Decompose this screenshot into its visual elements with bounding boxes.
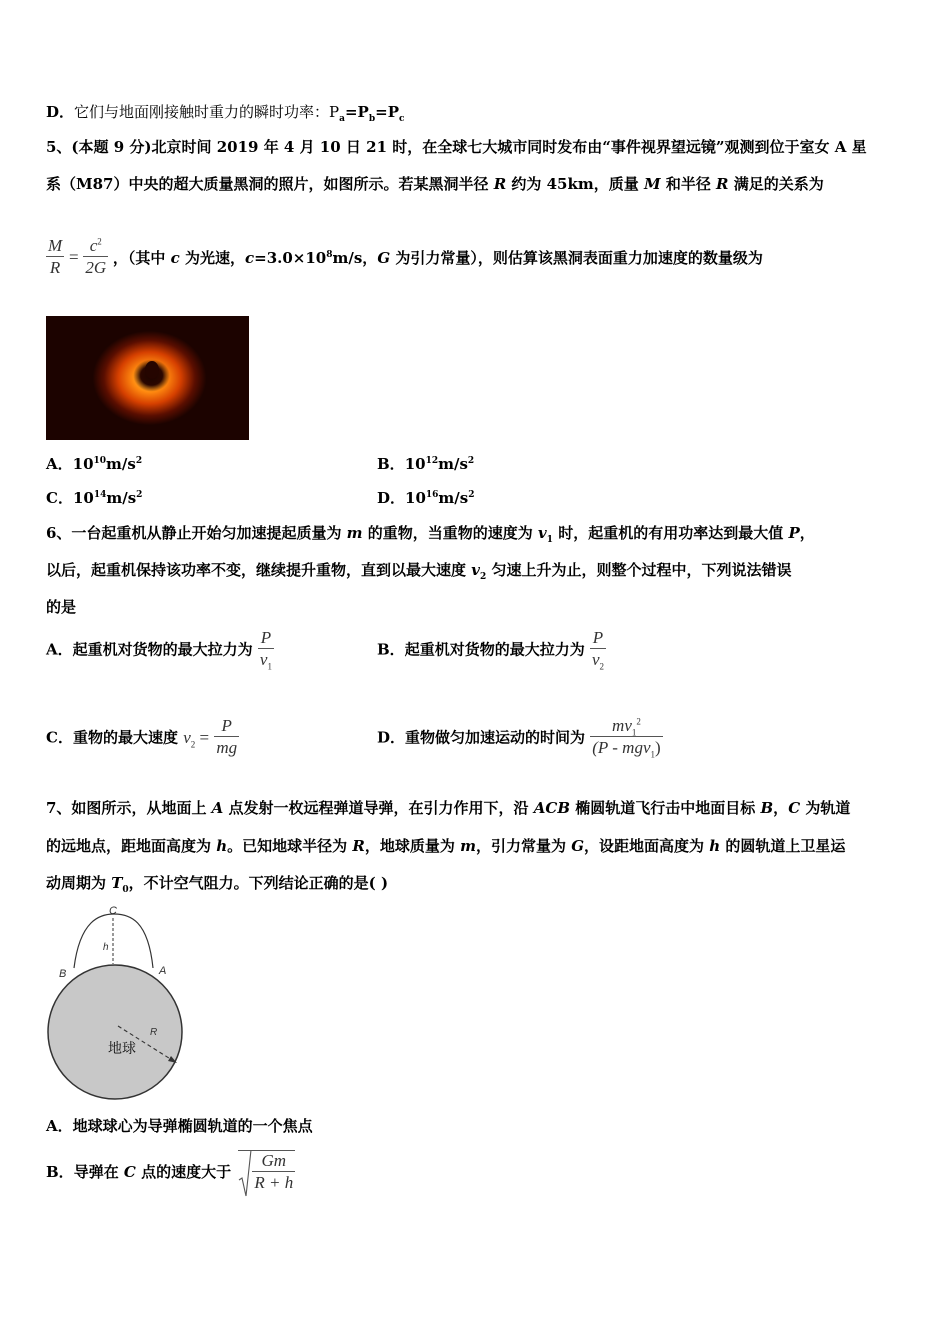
sqrt-expression [238,1150,295,1194]
var-B: B [760,799,774,817]
q6-text: 6、一台起重机从静止开始匀加速提起质量为 [46,524,347,542]
q6-option-b[interactable] [377,628,606,671]
q5-text: 满足的关系为 [728,175,824,193]
var-h: h [709,837,721,855]
subscript: 1 [631,727,637,738]
var-R: R [493,175,507,193]
denominator: mg [216,738,238,757]
var-P: P [788,524,800,542]
label-earth: 地球 [108,1041,136,1057]
q7-line1 [46,798,850,818]
q5-text: ，（其中 [112,249,171,267]
sqrt-icon [238,1150,252,1198]
option-label: C． [46,489,73,507]
option-label: D． [377,489,406,507]
black-hole-shadow [145,361,159,379]
numerator: M [48,236,63,255]
superscript: 2 [636,716,641,727]
q6-option-c[interactable] [46,716,239,759]
label-A: A [159,965,167,977]
denominator: R + h [254,1173,294,1192]
q7-text: ， [773,799,789,817]
q6-text: 匀速上升为止，则整个过程中，下列说法错误 [486,561,792,579]
q6-line2 [46,560,791,580]
denominator: 2G [85,258,107,277]
q7-text: 为轨道 [800,799,851,817]
q5-line3 [113,249,763,267]
numerator: c [89,236,98,255]
option-d-prev [46,102,404,122]
option-text: 地球球心为导弹椭圆轨道的一个焦点 [72,1117,313,1135]
denominator: v [259,650,268,669]
option-base: 10 [72,455,94,473]
var-h: h [216,837,228,855]
subscript: 1 [267,661,272,672]
q5-line2 [46,174,824,194]
q5-text: 为光速， [179,249,245,267]
option-label: C． [46,728,73,747]
option-label: A． [46,455,73,473]
fraction-Gm-over-R-plus-h [252,1151,295,1194]
label-C: C [109,905,117,917]
q6-text: 时，起重机的有用功率达到最大值 [552,524,789,542]
q6-text: ， [799,524,815,542]
option-label: D． [46,103,75,121]
denominator: v [591,650,600,669]
denominator: (P - mgv [592,738,651,757]
var-R: R [716,175,729,193]
superscript: 2 [467,456,475,466]
orbit-diagram [40,898,190,1106]
label-B: B [59,968,67,980]
q7-text: 点发射一枚远程弹道导弹，在引力作用下，沿 [223,799,534,817]
var-m: m [346,524,363,542]
var-G: G [377,249,391,267]
q7-option-a[interactable] [46,1116,313,1136]
q5-line1 [46,137,867,157]
option-unit: m/s [438,489,469,507]
option-label: B． [46,1163,74,1181]
q6-text: 的是 [46,598,77,616]
q7-option-b[interactable] [46,1150,295,1194]
option-label: B． [377,455,405,473]
q5-text: 5、(本题 9 分)北京时间 2019 年 4 月 10 日 21 时，在全球七大城市同时发布由“事件视界望远镜”观测到位于室女 A 星 [46,138,867,156]
q5-text: 和半径 [660,175,717,193]
var-c: c [170,249,180,267]
subscript-c: c [398,114,405,124]
q5-option-c[interactable] [46,488,142,508]
var-c: c [245,249,255,267]
q7-text: ，引力常量为 [475,837,572,855]
earth-circle [48,965,182,1099]
eq-text: =P [344,103,369,121]
option-unit: m/s [106,489,137,507]
superscript: 2 [97,236,102,247]
option-label: A． [46,1117,73,1135]
fraction-P-over-mg [214,716,239,759]
q5-option-d[interactable] [377,488,474,508]
superscript: 2 [468,490,475,500]
q5-formula-line [46,236,763,279]
var-T: T [111,874,123,892]
q5-text: 系（M87）中央的超大质量黑洞的照片，如图所示。若某黑洞半径 [46,175,494,193]
var-R: R [352,837,365,855]
numerator: P [221,716,232,735]
label-R: R [150,1027,158,1038]
denominator: R [46,256,64,279]
numerator: Gm [261,1151,287,1170]
q7-text: 的远地点，距地面高度为 [46,837,217,855]
fraction-time [590,716,662,759]
superscript: 2 [135,456,143,466]
equals-sign: = [199,727,210,747]
var-m: m [460,837,476,855]
var-M: M [643,175,661,193]
option-base: 10 [405,489,426,507]
subscript: 2 [190,738,196,749]
subscript: 2 [479,572,487,582]
eq-text: =P [375,103,399,121]
q6-text: 的重物，当重物的速度为 [362,524,538,542]
option-base: 10 [404,455,426,473]
numerator: mv [612,716,632,735]
option-text: 起重机对货物的最大拉力为 [72,640,253,659]
q5-text: 约为 45km，质量 [506,175,644,193]
var-v: v [471,561,480,579]
option-text: 点的速度大于 [135,1163,232,1181]
option-label: D． [377,728,406,747]
option-label: A． [46,640,73,659]
option-text: 它们与地面刚接触时重力的瞬时功率：P [74,103,340,121]
v2-symbol [183,728,209,747]
q5-option-b[interactable] [377,454,474,474]
superscript: 10 [93,456,107,466]
var-v: v [183,727,191,747]
subscript: 1 [546,535,553,545]
option-text: 重物做匀加速运动的时间为 [405,728,586,747]
var-C: C [788,799,801,817]
option-label: B． [377,640,405,659]
var-C: C [123,1163,136,1181]
label-h: h [103,942,109,953]
q6-line3 [46,597,76,617]
q7-text: 的圆轨道上卫星运 [720,837,846,855]
option-text: 重物的最大速度 [72,728,178,747]
q7-text: 。已知地球半径为 [227,837,353,855]
option-unit: m/s [106,455,136,473]
superscript: 16 [425,490,439,500]
superscript: 14 [93,490,107,500]
fraction-P-over-v2 [590,628,606,671]
q5-option-a[interactable] [46,454,142,474]
option-text: 起重机对货物的最大拉力为 [404,640,585,659]
subscript-a: a [339,114,345,124]
q7-line2 [46,836,845,856]
paren: ) [655,738,661,757]
var-ACB: ACB [533,799,571,817]
fraction-c2-over-2G [83,236,108,279]
q7-text: 椭圆轨道飞行击中地面目标 [570,799,761,817]
q6-line1 [46,523,815,543]
var-G: G [571,837,584,855]
subscript: 1 [650,749,655,760]
q5-text: m/s， [332,249,378,267]
q5-text: =3.0×10 [254,249,327,267]
subscript: 2 [599,661,604,672]
q7-text: ，设距地面高度为 [584,837,710,855]
superscript: 8 [326,250,333,260]
q5-text: 为引力常量），则估算该黑洞表面重力加速度的数量级为 [390,249,763,267]
fraction-P-over-v1 [258,628,274,671]
q7-text: ，不计空气阻力。下列结论正确的是( ) [128,874,389,892]
q6-option-d[interactable] [377,716,663,759]
q7-line3 [46,873,388,893]
q6-option-a[interactable] [46,628,274,671]
equals-sign: = [68,247,79,267]
black-hole-image [46,316,249,440]
superscript: 12 [425,456,439,466]
numerator: P [260,628,272,647]
subscript-b: b [368,114,376,124]
option-text: 导弹在 [73,1163,124,1181]
option-base: 10 [72,489,94,507]
superscript: 2 [136,490,143,500]
option-unit: m/s [438,455,468,473]
var-A: A [211,799,224,817]
q6-text: 以后，起重机保持该功率不变，继续提升重物，直到以最大速度 [46,561,472,579]
fraction-M-over-R [46,236,64,279]
q7-text: 7、如图所示，从地面上 [46,799,212,817]
q7-text: ，地球质量为 [364,837,461,855]
numerator: P [592,628,604,647]
subscript: 0 [122,885,129,895]
q7-text: 动周期为 [46,874,112,892]
var-v: v [538,524,547,542]
